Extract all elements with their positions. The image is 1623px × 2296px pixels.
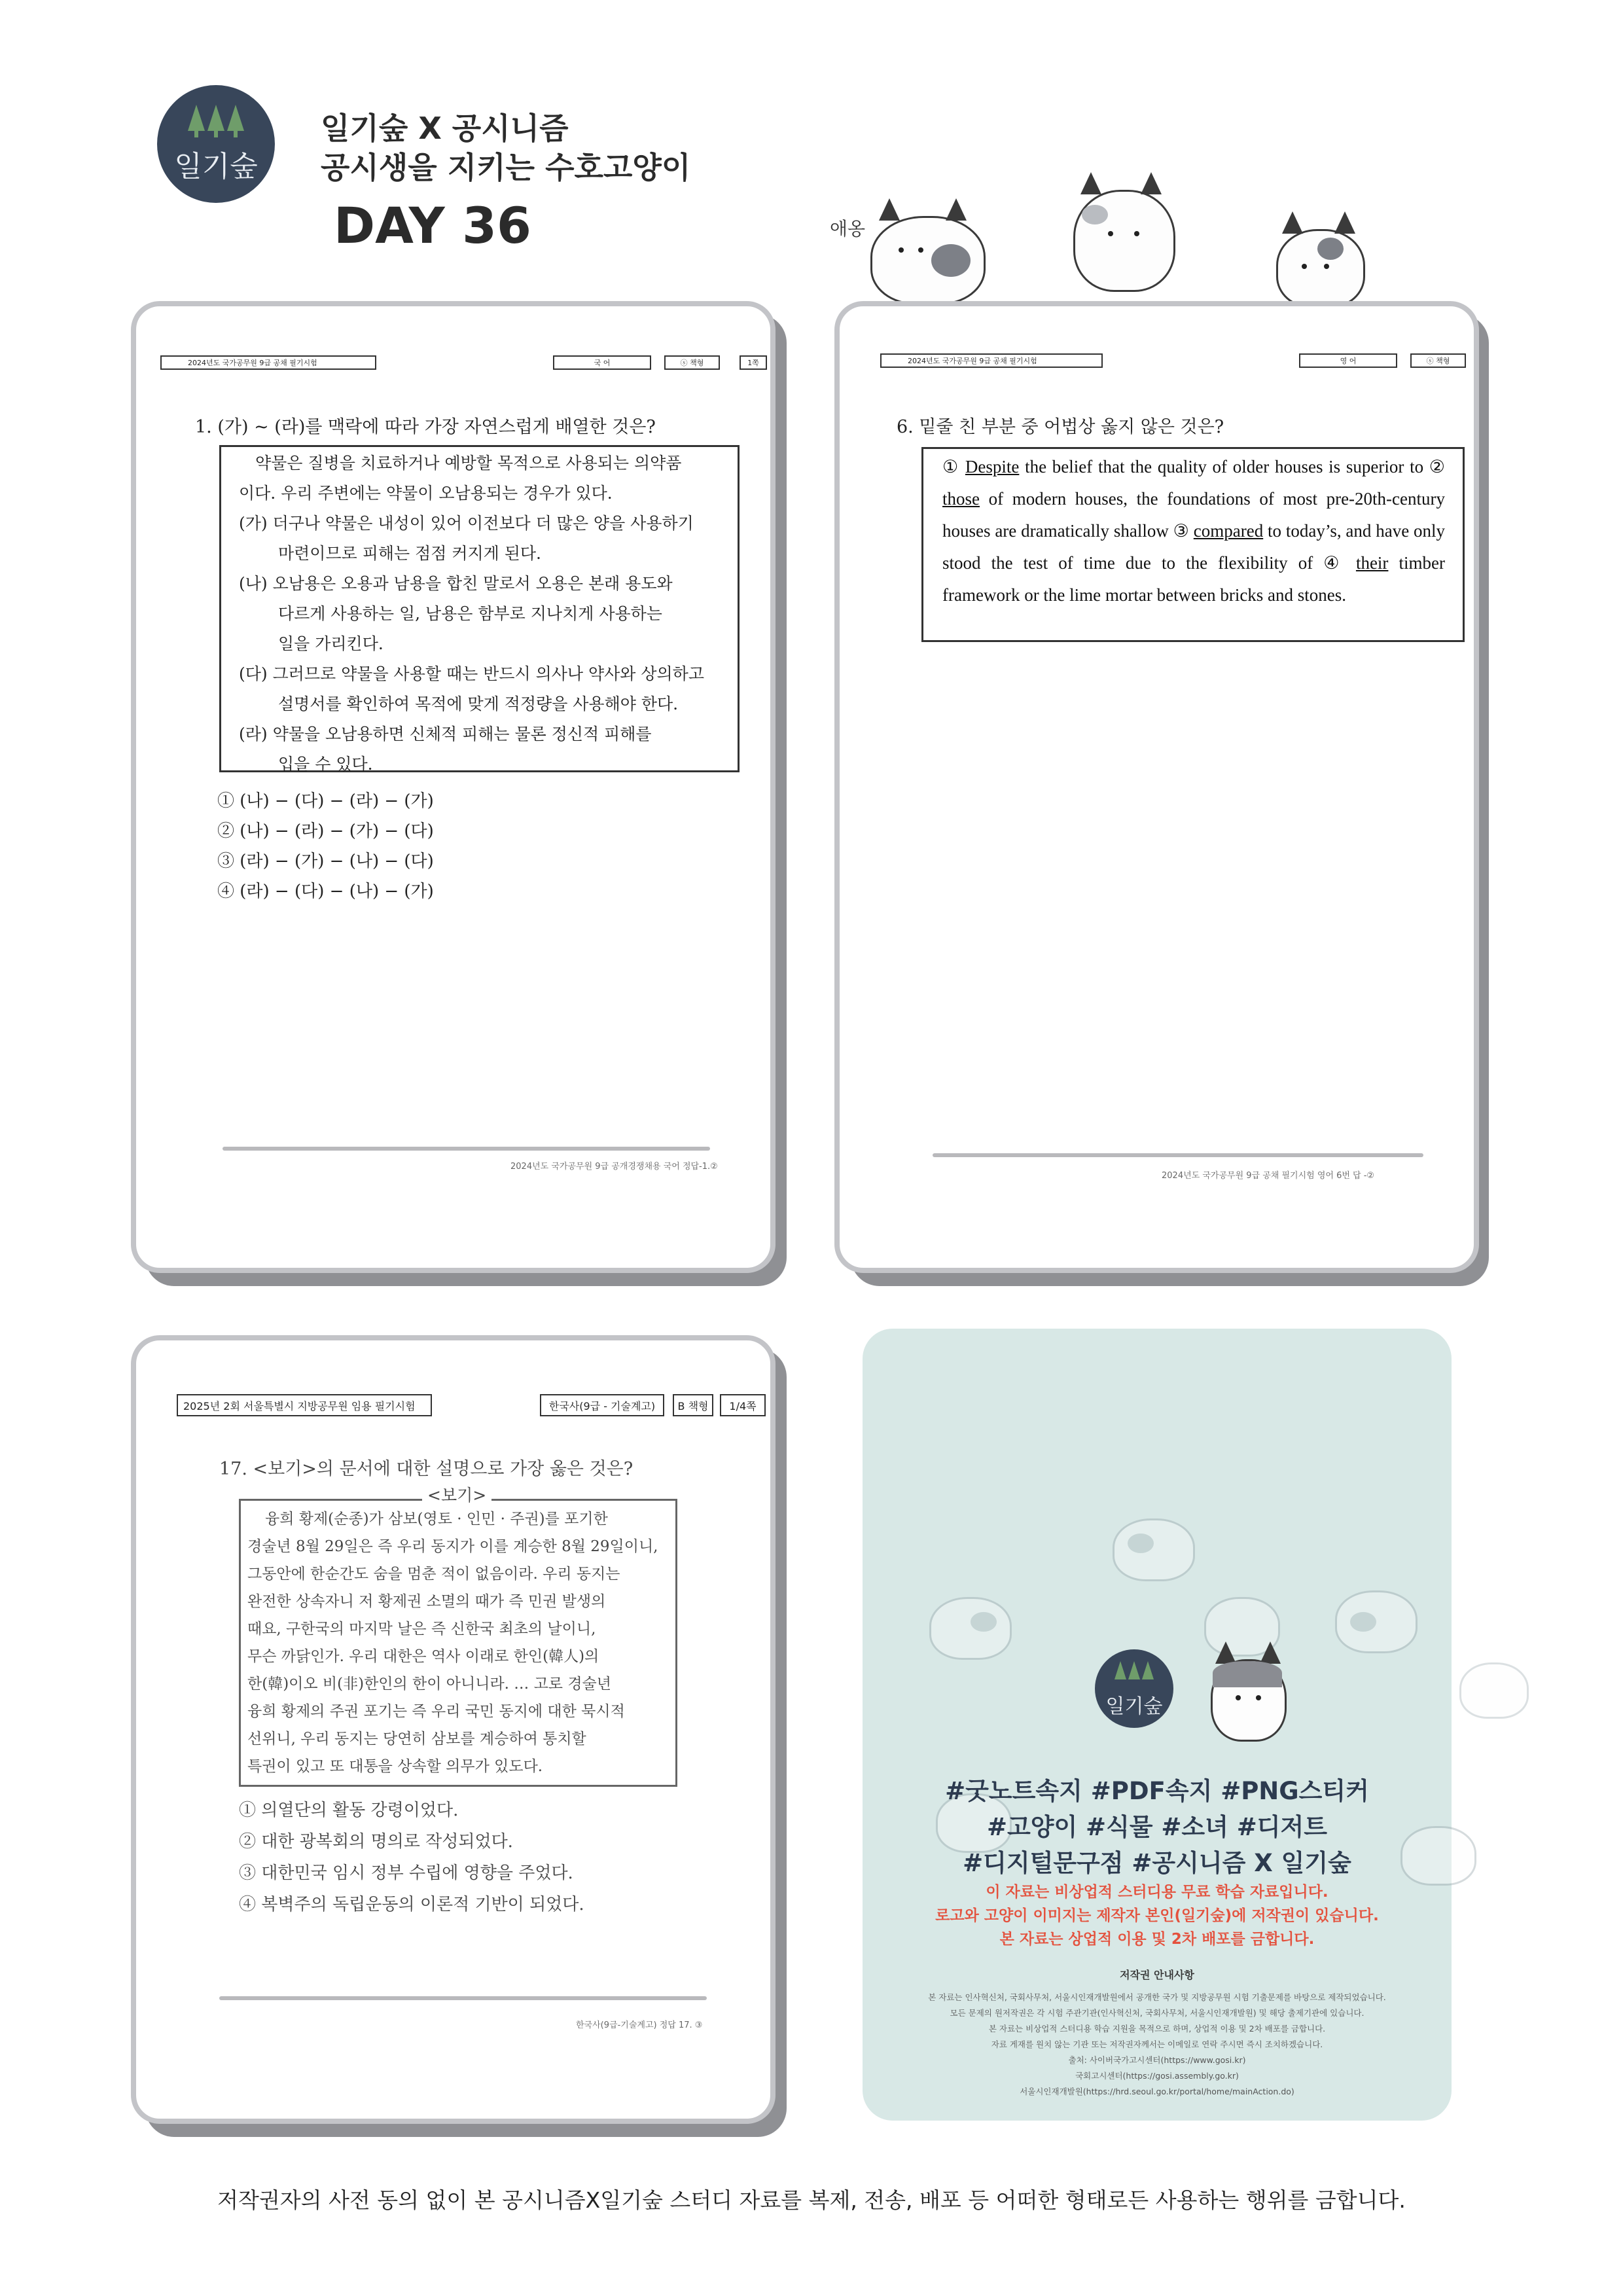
cat-illustration-2 bbox=[1073, 190, 1175, 292]
passage-line: 일을 가리킨다. bbox=[278, 634, 383, 653]
subject-box: 국 어 bbox=[553, 355, 651, 370]
cat-sound-text: 애옹 bbox=[830, 218, 866, 240]
passage-text: timber framework or the lime mortar between bricks and stones. bbox=[942, 553, 1445, 605]
answer-option[interactable]: ② 대한 광복회의 명의로 작성되었다. bbox=[239, 1832, 513, 1852]
passage-line: (다) 그러므로 약물을 사용할 때는 반드시 의사나 약사와 상의하고 bbox=[239, 664, 704, 683]
day-label: DAY 36 bbox=[334, 196, 531, 255]
ilgisup-logo bbox=[1095, 1649, 1173, 1728]
passage-text: of modern houses, the foundations of most pre-20th-century houses are dramatically shallow bbox=[942, 489, 1445, 541]
passage-line: 한(韓)이오 비(非)한인의 한이 아니니라. … 고로 경술년 bbox=[247, 1676, 611, 1693]
underlined-word: those bbox=[942, 489, 980, 509]
booklet-type-box: ⓢ 책형 bbox=[1410, 353, 1466, 368]
tree-icon bbox=[1095, 1661, 1173, 1679]
subject-box: 영 어 bbox=[1299, 353, 1397, 368]
exam-title-box: 2024년도 국가공무원 9급 공채 필기시험 bbox=[160, 355, 376, 370]
passage-line: 선위니, 우리 동지는 당연히 삼보를 계승하여 통치할 bbox=[247, 1731, 586, 1748]
question-title: 1. (가) ~ (라)를 맥락에 따라 가장 자연스럽게 배열한 것은? bbox=[195, 417, 656, 437]
answer-option[interactable]: ③ 대한민국 임시 정부 수립에 영향을 주었다. bbox=[239, 1863, 573, 1883]
answer-option[interactable]: ④ 복벽주의 독립운동의 이론적 기반이 되었다. bbox=[239, 1895, 584, 1914]
tree-icon bbox=[157, 105, 275, 131]
answer-option[interactable]: ① (나) − (다) − (라) − (가) bbox=[217, 791, 434, 811]
source-link[interactable]: 서울시인재개발원(https://hrd.seoul.go.kr/portal/home/mainAction.do) bbox=[1020, 2087, 1294, 2096]
ilgisup-logo bbox=[157, 85, 275, 203]
option-number: ③ bbox=[1173, 521, 1189, 541]
hashtag-line: #굿노트속지 #PDF속지 #PNG스티커 bbox=[945, 1777, 1369, 1805]
box-label: <보기> bbox=[422, 1480, 491, 1511]
hashtag-line: #디지털문구점 #공시니즘 X 일기숲 bbox=[963, 1849, 1351, 1877]
answer-option[interactable]: ③ (라) − (가) − (나) − (다) bbox=[217, 852, 434, 871]
source-link[interactable]: 국회고시센터(https://gosi.assembly.go.kr) bbox=[1075, 2071, 1239, 2081]
copyright-title: 저작권 안내사항 bbox=[1120, 1969, 1194, 1981]
underlined-word: their bbox=[1355, 553, 1389, 573]
underlined-word: compared bbox=[1193, 521, 1264, 541]
divider bbox=[933, 1153, 1423, 1157]
cat-illustration-1 bbox=[870, 216, 986, 305]
passage-line: 융희 황제(순종)가 삼보(영토 · 인민 · 주권)를 포기한 bbox=[265, 1511, 608, 1528]
answer-option[interactable]: ① 의열단의 활동 강령이었다. bbox=[239, 1801, 459, 1820]
english-passage bbox=[942, 451, 1445, 611]
subject-box: 한국사(9급 - 기술계고) bbox=[540, 1394, 664, 1416]
cat-illustration-bg bbox=[1335, 1590, 1418, 1653]
option-number: ② bbox=[1429, 457, 1445, 476]
passage-line: 무슨 까닭인가. 우리 대한은 역사 이래로 한인(韓人)의 bbox=[247, 1648, 599, 1665]
option-number: ① bbox=[942, 457, 960, 476]
passage-line: 특권이 있고 또 대통을 상속할 의무가 있도다. bbox=[247, 1758, 543, 1775]
notice-line: 로고와 고양이 이미지는 제작자 본인(일기숲)에 저작권이 있습니다. bbox=[935, 1907, 1379, 1924]
passage-line: (라) 약물을 오남용하면 신체적 피해는 물론 정신적 피해를 bbox=[239, 725, 652, 744]
cat-illustration-main bbox=[1211, 1659, 1287, 1742]
passage-line: 마련이므로 피해는 점점 커지게 된다. bbox=[278, 544, 541, 563]
divider bbox=[223, 1147, 710, 1151]
question-title: 17. <보기>의 문서에 대한 설명으로 가장 옳은 것은? bbox=[219, 1459, 633, 1479]
header-title-line2: 공시생을 지키는 수호고양이 bbox=[321, 150, 691, 185]
passage-line: 완전한 상속자니 저 황제권 소멸의 때가 즉 민권 발생의 bbox=[247, 1593, 606, 1610]
cat-illustration-3 bbox=[1276, 229, 1365, 308]
answer-footer: 2024년도 국가공무원 9급 공채 필기시험 영어 6번 답 -② bbox=[1162, 1171, 1375, 1181]
copyright-line: 자료 게재를 원치 않는 기관 또는 저작권자께서는 이메일로 연락 주시면 즉시 조치하겠습니다. bbox=[991, 2039, 1323, 2049]
exam-title-box: 2025년 2회 서울특별시 지방공무원 임용 필기시험 bbox=[177, 1394, 432, 1416]
source-link[interactable]: 출처: 사이버국가고시센터(https://www.gosi.kr) bbox=[1068, 2055, 1246, 2065]
question-title: 6. 밑줄 친 부분 중 어법상 옳지 않은 것은? bbox=[897, 417, 1224, 437]
option-number: ④ bbox=[1323, 553, 1346, 573]
notice-line: 이 자료는 비상업적 스터디용 무료 학습 자료입니다. bbox=[986, 1884, 1329, 1901]
copyright-line: 본 자료는 인사혁신처, 국회사무처, 서울시인재개발원에서 공개한 국가 및 지방공무원 시험 기출문제를 바탕으로 제작되었습니다. bbox=[928, 1992, 1386, 2002]
page-box: 1/4쪽 bbox=[720, 1394, 766, 1416]
logo-text: 일기숲 bbox=[1105, 1695, 1163, 1718]
passage-line: (가) 더구나 약물은 내성이 있어 이전보다 더 많은 양을 사용하기 bbox=[239, 514, 694, 533]
booklet-type-box: ⓢ 책형 bbox=[664, 355, 720, 370]
passage-line: 이다. 우리 주변에는 약물이 오남용되는 경우가 있다. bbox=[239, 484, 613, 503]
notice-line: 본 자료는 상업적 이용 및 2차 배포를 금합니다. bbox=[999, 1931, 1315, 1948]
header-title-line1: 일기숲 X 공시니즘 bbox=[321, 111, 569, 146]
cat-illustration-bg bbox=[1459, 1662, 1529, 1719]
copyright-line: 본 자료는 비상업적 스터디용 학습 지원을 목적으로 하며, 상업적 이용 및 2차 배포를 금합니다. bbox=[988, 2024, 1326, 2034]
copyright-footer: 저작권자의 사전 동의 없이 본 공시니즘X일기숲 스터디 자료를 복제, 전송, 배포 등 어떠한 형태로든 사용하는 행위를 금합니다. bbox=[217, 2187, 1406, 2213]
answer-footer: 한국사(9급-기술계고) 정답 17. ③ bbox=[576, 2020, 703, 2030]
answer-option[interactable]: ② (나) − (라) − (가) − (다) bbox=[217, 821, 434, 841]
cat-illustration-bg bbox=[1113, 1518, 1195, 1581]
passage-line: 경술년 8월 29일은 즉 우리 동지가 이를 계승한 8월 29일이니, bbox=[247, 1538, 658, 1555]
passage-line: 융희 황제의 주권 포기는 즉 우리 국민 동지에 대한 묵시적 bbox=[247, 1703, 625, 1720]
logo-text: 일기숲 bbox=[174, 150, 258, 183]
booklet-type-box: B 책형 bbox=[673, 1394, 713, 1416]
hashtag-line: #고양이 #식물 #소녀 #디저트 bbox=[986, 1813, 1328, 1841]
passage-line: 입을 수 있다. bbox=[278, 755, 373, 774]
page-box: 1쪽 bbox=[740, 355, 767, 370]
answer-option[interactable]: ④ (라) − (다) − (나) − (가) bbox=[217, 882, 434, 901]
copyright-line: 모든 문제의 원저작권은 각 시험 주관기관(인사혁신처, 국회사무처, 서울시인재개발원) 및 해당 출제기관에 있습니다. bbox=[950, 2008, 1364, 2018]
exam-title-box: 2024년도 국가공무원 9급 공채 필기시험 bbox=[880, 353, 1103, 368]
passage-line: 다르게 사용하는 일, 남용은 함부로 지나치게 사용하는 bbox=[278, 604, 662, 623]
divider bbox=[219, 1996, 707, 2000]
answer-footer: 2024년도 국가공무원 9급 공개경쟁채용 국어 정답-1.② bbox=[510, 1162, 718, 1172]
passage-line: 설명서를 확인하여 목적에 맞게 적정량을 사용해야 한다. bbox=[278, 694, 679, 713]
passage-line: (나) 오남용은 오용과 남용을 합친 말로서 오용은 본래 용도와 bbox=[239, 574, 673, 593]
passage-line: 때요, 구한국의 마지막 날은 즉 신한국 최초의 날이니, bbox=[247, 1621, 596, 1638]
cat-illustration-bg bbox=[929, 1597, 1012, 1660]
passage-line: 약물은 질병을 치료하거나 예방할 목적으로 사용되는 의약품 bbox=[255, 454, 682, 473]
passage-text: the belief that the quality of older houses is superior to bbox=[1019, 457, 1429, 476]
passage-text: to today’s, and have only stood the test of time due to the flexibility of bbox=[942, 521, 1446, 573]
underlined-word: Despite bbox=[965, 457, 1020, 476]
passage-line: 그동안에 한순간도 숨을 멈춘 적이 없음이라. 우리 동지는 bbox=[247, 1566, 620, 1583]
